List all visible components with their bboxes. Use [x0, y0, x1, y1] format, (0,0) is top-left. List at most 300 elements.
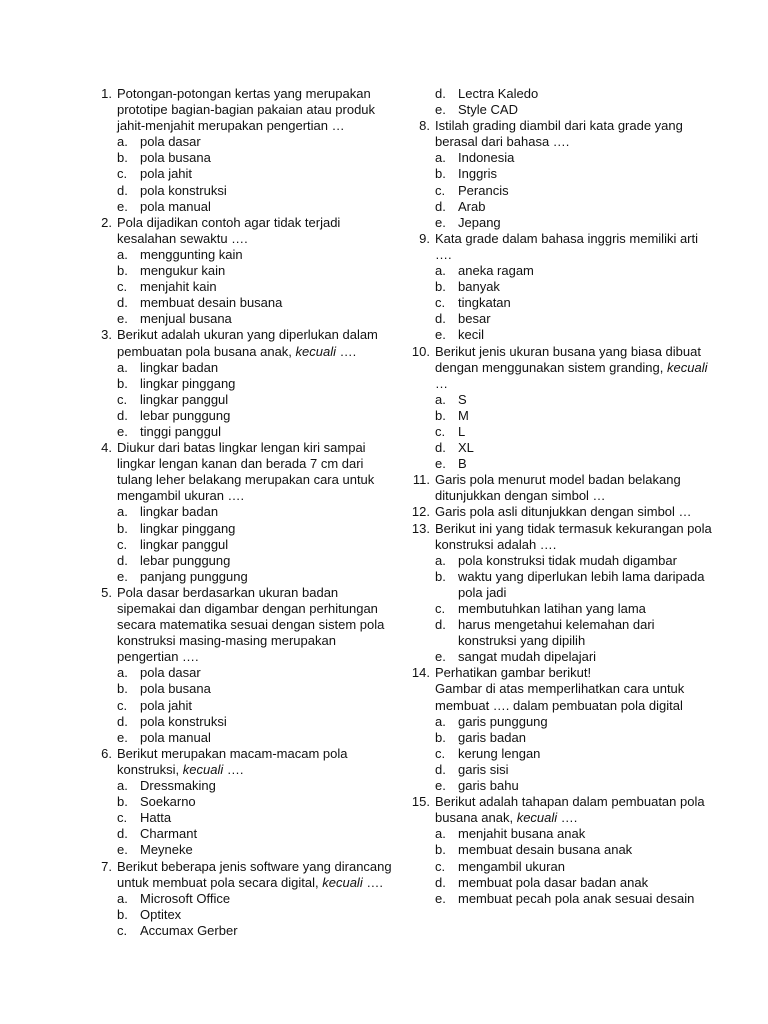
text-segment: pola konstruksi: [140, 182, 227, 198]
text-segment: Lectra Kaledo: [458, 86, 539, 101]
option-letter: d.: [435, 761, 446, 777]
option-letter: a.: [435, 263, 446, 279]
question-line: [90, 440, 390, 456]
question-text: [117, 746, 347, 762]
text-segment: ….: [223, 761, 244, 777]
answer-option: [90, 553, 390, 569]
answer-option: [90, 376, 390, 392]
question-number: 15.: [411, 794, 430, 810]
answer-option: [90, 714, 390, 730]
answer-option: [90, 730, 390, 746]
question-text: [117, 102, 375, 118]
question-text: [117, 859, 392, 875]
option-text: [458, 601, 646, 617]
answer-option: [408, 279, 708, 295]
option-letter: b.: [435, 166, 446, 182]
option-text: [140, 714, 227, 730]
option-text: [140, 730, 211, 746]
option-text: [140, 842, 193, 858]
answer-option: [90, 279, 390, 295]
question-continuation-line: [408, 376, 708, 392]
answer-option: [90, 569, 390, 585]
question-text: [435, 360, 707, 376]
text-segment: B: [458, 456, 467, 472]
text-segment: Perancis: [458, 182, 509, 198]
option-letter: b.: [117, 150, 128, 166]
text-segment: Garis pola asli ditunjukkan dengan simbol …: [435, 504, 692, 520]
question-continuation-line: [408, 810, 708, 826]
option-text: [140, 891, 230, 907]
question-text: [117, 617, 384, 633]
answer-option: [408, 730, 708, 746]
question-continuation-line: [408, 681, 708, 697]
answer-option: [90, 247, 390, 263]
option-text: [458, 408, 469, 424]
text-segment: pola konstruksi: [140, 713, 227, 729]
text-segment: Berikut adalah ukuran yang diperlukan dalam: [117, 327, 378, 343]
answer-option: [408, 311, 708, 327]
text-segment: Dressmaking: [140, 778, 216, 794]
option-letter: c.: [435, 182, 446, 198]
option-letter: d.: [117, 182, 128, 198]
text-segment: Indonesia: [458, 150, 515, 166]
question-text: [117, 344, 356, 360]
option-text: [458, 102, 518, 118]
option-letter: e.: [117, 198, 128, 214]
text-segment: Charmant: [140, 826, 198, 842]
option-letter: a.: [117, 134, 128, 150]
option-text: [140, 311, 232, 327]
question-text: [117, 456, 363, 472]
option-text: [140, 424, 221, 440]
text-segment: mengukur kain: [140, 263, 226, 279]
question-text: [435, 231, 698, 247]
answer-option: [408, 569, 708, 585]
question-text: [435, 344, 701, 360]
text-segment: konstruksi,: [117, 761, 183, 777]
answer-option: [408, 424, 708, 440]
answer-option: [90, 199, 390, 215]
answer-option: [408, 746, 708, 762]
option-letter: a.: [117, 778, 128, 794]
text-segment: harus mengetahui kelemahan dari: [458, 617, 655, 633]
option-letter: c.: [117, 391, 128, 407]
text-segment: ditunjukkan dengan simbol …: [435, 488, 606, 504]
option-text: [140, 504, 218, 520]
option-text: [458, 617, 655, 633]
text-segment: lebar punggung: [140, 407, 231, 423]
answer-option: [408, 456, 708, 472]
option-text: [140, 569, 248, 585]
text-segment: lingkar panggul: [140, 391, 229, 407]
option-text: [458, 762, 509, 778]
answer-option: [90, 842, 390, 858]
italic-word: kecuali: [516, 810, 558, 826]
answer-option: [90, 424, 390, 440]
text-segment: lingkar badan: [140, 359, 219, 375]
question-text: [117, 649, 199, 665]
option-text: [458, 456, 467, 472]
option-letter: b.: [117, 681, 128, 697]
option-letter: a.: [117, 359, 128, 375]
option-text: [140, 665, 201, 681]
answer-option: [90, 826, 390, 842]
option-text: [458, 311, 491, 327]
question-line: [408, 472, 708, 488]
option-letter: d.: [435, 617, 446, 633]
answer-option: [408, 601, 708, 617]
text-segment: pola dasar: [140, 665, 201, 681]
text-segment: secara matematika sesuai dengan sistem pola: [117, 617, 385, 633]
text-segment: panjang punggung: [140, 568, 248, 584]
text-segment: kerung lengan: [458, 745, 541, 761]
option-letter: d.: [117, 407, 128, 423]
text-segment: Berikut merupakan macam-macam pola: [117, 745, 348, 761]
option-letter: c.: [435, 745, 446, 761]
text-segment: Pola dasar berdasarkan ukuran badan: [117, 584, 339, 600]
option-letter: c.: [117, 922, 128, 938]
answer-option: [408, 150, 708, 166]
text-segment: membuat …. dalam pembuatan pola digital: [435, 697, 683, 713]
option-letter: d.: [117, 552, 128, 568]
option-letter: d.: [435, 874, 446, 890]
option-letter: e.: [435, 778, 446, 794]
option-letter: a.: [435, 150, 446, 166]
option-letter: d.: [435, 86, 446, 101]
question-continuation-line: [90, 875, 390, 891]
option-letter: c.: [117, 810, 128, 826]
answer-option: [90, 907, 390, 923]
text-segment: konstruksi yang dipilih: [458, 633, 586, 649]
option-letter: a.: [435, 713, 446, 729]
option-text: [458, 150, 514, 166]
question-line: [408, 504, 708, 520]
answer-option: [408, 215, 708, 231]
option-letter: c.: [117, 536, 128, 552]
answer-option: [408, 891, 708, 907]
option-letter: a.: [117, 665, 128, 681]
text-segment: Garis pola menurut model badan belakang: [435, 472, 681, 488]
option-text: [458, 891, 694, 907]
option-letter: b.: [117, 906, 128, 922]
option-letter: e.: [435, 102, 446, 118]
option-text: [458, 649, 596, 665]
question-text: [435, 698, 683, 714]
text-segment: pengertian ….: [117, 649, 199, 665]
question-number: 11.: [412, 472, 430, 488]
option-text: [140, 279, 217, 295]
option-text: [458, 279, 500, 295]
option-text: [140, 360, 218, 376]
text-segment: Potongan-potongan kertas yang merupakan: [117, 86, 371, 101]
answer-option: [408, 408, 708, 424]
option-letter: c.: [435, 601, 446, 616]
question-line: [408, 520, 712, 537]
option-letter: d.: [435, 311, 446, 327]
question-text: [117, 762, 243, 778]
text-segment: pola jadi: [458, 584, 507, 600]
text-segment: membuat pecah pola anak sesuai desain: [458, 890, 695, 906]
text-segment: Inggris: [458, 166, 498, 182]
question-text: [435, 118, 683, 134]
text-segment: Optitex: [140, 906, 182, 922]
question-continuation-line: [90, 472, 390, 488]
answer-option: [408, 762, 708, 778]
text-segment: garis badan: [458, 729, 526, 745]
option-letter: e.: [435, 327, 446, 343]
question-line: [408, 665, 708, 681]
option-text: [458, 585, 506, 601]
question-line: [90, 746, 390, 762]
answer-option: [90, 698, 390, 714]
option-text: [458, 553, 677, 569]
option-text: [458, 392, 467, 408]
option-text: [140, 698, 192, 714]
question-continuation-line: [90, 488, 390, 504]
question-text: [435, 504, 692, 520]
option-text: [458, 440, 474, 456]
option-letter: a.: [117, 246, 128, 262]
option-letter: b.: [117, 263, 128, 279]
answer-option: [90, 923, 390, 939]
text-segment: pola busana: [140, 150, 211, 166]
text-segment: waktu yang diperlukan lebih lama daripada: [458, 568, 705, 584]
option-text: [140, 166, 192, 182]
question-continuation-line: [90, 762, 390, 778]
text-segment: ….: [435, 246, 452, 262]
option-text: [140, 537, 228, 553]
answer-option: [408, 826, 708, 842]
question-number: 5.: [101, 584, 112, 600]
option-text: [140, 134, 201, 150]
option-letter: d.: [435, 440, 446, 456]
text-segment: garis punggung: [458, 713, 548, 729]
text-segment: lingkar pinggang: [140, 375, 236, 391]
answer-option: [90, 134, 390, 150]
question-text: [117, 440, 366, 456]
option-text: [140, 392, 228, 408]
italic-word: kecuali: [182, 761, 224, 777]
question-text: [117, 633, 336, 649]
option-text: [140, 263, 225, 279]
option-letter: a.: [117, 890, 128, 906]
text-segment: kesalahan sewaktu ….: [117, 230, 248, 246]
option-text: [458, 714, 548, 730]
text-segment: Meyneke: [140, 842, 193, 858]
question-line: [90, 585, 390, 601]
option-text: [458, 826, 585, 842]
option-text: [458, 633, 585, 649]
text-segment: Jepang: [458, 214, 501, 230]
text-segment: ….: [336, 343, 357, 359]
question-text: [435, 810, 577, 826]
text-segment: menjual busana: [140, 311, 232, 327]
text-segment: ….: [362, 874, 383, 890]
answer-option: [408, 617, 708, 633]
option-text: [140, 778, 216, 794]
question-text: [117, 118, 345, 134]
option-letter: b.: [435, 407, 446, 423]
question-line: [408, 118, 708, 134]
question-text: [435, 794, 705, 810]
question-number: 12.: [411, 504, 430, 520]
question-number: 14.: [411, 665, 430, 681]
question-text: [435, 537, 556, 553]
text-segment: lebar punggung: [140, 552, 231, 568]
text-segment: Berikut adalah tahapan dalam pembuatan pola: [435, 794, 705, 810]
question-text: [435, 521, 712, 537]
text-segment: Istilah grading diambil dari kata grade yang: [435, 118, 683, 134]
text-segment: prototipe bagian-bagian pakaian atau produk: [117, 102, 376, 118]
answer-option: [90, 665, 390, 681]
option-letter: d.: [117, 295, 128, 311]
option-text: [458, 424, 465, 440]
question-continuation-line: [90, 617, 390, 633]
text-segment: membuat desain busana anak: [458, 842, 633, 858]
option-letter: e.: [435, 649, 446, 665]
option-text: [458, 86, 538, 102]
question-text: [117, 215, 340, 231]
option-letter: d.: [117, 826, 128, 842]
question-text: [117, 488, 244, 504]
option-letter: a.: [435, 826, 446, 842]
answer-option: [408, 842, 708, 858]
text-segment: lingkar lengan kanan dan berada 7 cm dari: [117, 456, 364, 472]
option-letter: c.: [435, 423, 446, 439]
answer-option: [90, 504, 390, 520]
text-segment: garis sisi: [458, 761, 509, 777]
text-segment: dengan menggunakan sistem granding,: [435, 359, 667, 375]
text-segment: Berikut jenis ukuran busana yang biasa dibuat: [435, 343, 701, 359]
text-segment: Diukur dari batas lingkar lengan kiri sampai: [117, 440, 366, 456]
answer-option: [408, 102, 708, 118]
text-segment: pola manual: [140, 729, 211, 745]
text-segment: tinggi panggul: [140, 423, 221, 439]
question-number: 8.: [419, 118, 430, 134]
option-text: [458, 199, 485, 215]
text-segment: Microsoft Office: [140, 890, 231, 906]
option-text: [458, 215, 501, 231]
answer-option: [408, 875, 708, 891]
option-text: [140, 521, 235, 537]
option-text: [140, 199, 211, 215]
question-continuation-line: [90, 231, 390, 247]
option-text: [140, 923, 238, 939]
option-text: [140, 376, 235, 392]
question-continuation-line: [408, 537, 708, 553]
option-text: [140, 247, 243, 263]
option-text: [140, 150, 211, 166]
question-line: [408, 794, 708, 810]
text-segment: pola konstruksi tidak mudah digambar: [458, 552, 677, 568]
answer-option: [90, 794, 390, 810]
question-continuation-line: [90, 456, 390, 472]
text-segment: membuat pola dasar badan anak: [458, 874, 649, 890]
text-segment: garis bahu: [458, 778, 519, 794]
question-line: [90, 327, 390, 343]
answer-option: [90, 360, 390, 376]
option-text: [140, 794, 196, 810]
option-text: [458, 263, 534, 279]
answer-option: [408, 553, 708, 569]
option-text: [458, 746, 540, 762]
text-segment: sipemakai dan digambar dengan perhitungan: [117, 601, 378, 616]
text-segment: sangat mudah dipelajari: [458, 649, 597, 665]
answer-option: [408, 440, 708, 456]
option-letter: d.: [117, 713, 128, 729]
question-number: 7.: [101, 858, 112, 874]
question-continuation-line: [90, 601, 390, 617]
text-segment: Style CAD: [458, 102, 518, 118]
answer-option: [408, 263, 708, 279]
text-segment: S: [458, 391, 467, 407]
text-segment: pola jahit: [140, 697, 193, 713]
text-segment: menjahit busana anak: [458, 826, 586, 842]
answer-option: [90, 778, 390, 794]
option-letter: a.: [435, 552, 446, 568]
text-segment: lingkar badan: [140, 504, 219, 520]
question-line: [408, 231, 708, 247]
text-segment: …: [435, 375, 448, 391]
text-segment: Berikut ini yang tidak termasuk kekurangan pola: [435, 520, 712, 536]
question-text: [117, 327, 378, 343]
question-continuation-line: [408, 247, 708, 263]
question-number: 1.: [101, 86, 112, 101]
text-segment: untuk membuat pola secara digital,: [117, 874, 323, 890]
text-segment: kecil: [458, 327, 485, 343]
question-text: [435, 665, 591, 681]
option-text: [458, 875, 648, 891]
answer-option: [90, 537, 390, 553]
option-text: [140, 408, 230, 424]
answer-option: [90, 810, 390, 826]
answer-option: [90, 150, 390, 166]
question-text: [435, 376, 448, 392]
answer-option: [408, 183, 708, 199]
text-segment: mengambil ukuran ….: [117, 488, 245, 504]
option-letter: b.: [435, 279, 446, 295]
answer-option: [408, 714, 708, 730]
text-segment: Gambar di atas memperlihatkan cara untuk: [435, 681, 685, 697]
text-segment: banyak: [458, 279, 500, 295]
answer-option: [90, 521, 390, 537]
option-letter: e.: [435, 890, 446, 906]
answer-option-continuation: [408, 633, 708, 649]
question-text: [435, 134, 569, 150]
option-text: [458, 183, 509, 199]
answer-option: [408, 295, 708, 311]
text-segment: mengambil ukuran: [458, 858, 565, 874]
option-letter: a.: [117, 504, 128, 520]
answer-option: [408, 859, 708, 875]
option-letter: e.: [435, 214, 446, 230]
option-letter: e.: [117, 423, 128, 439]
answer-option-continuation: [408, 585, 708, 601]
option-letter: b.: [435, 568, 446, 584]
option-text: [140, 826, 197, 842]
option-text: [458, 778, 519, 794]
question-continuation-line: [90, 344, 390, 360]
option-letter: b.: [117, 375, 128, 391]
option-text: [458, 730, 526, 746]
text-segment: konstruksi adalah ….: [435, 536, 557, 552]
text-segment: Berikut beberapa jenis software yang dirancang: [117, 858, 392, 874]
option-text: [458, 166, 497, 182]
option-text: [140, 810, 171, 826]
text-segment: membutuhkan latihan yang lama: [458, 601, 646, 616]
italic-word: kecuali: [295, 343, 336, 359]
question-continuation-line: [90, 102, 390, 118]
